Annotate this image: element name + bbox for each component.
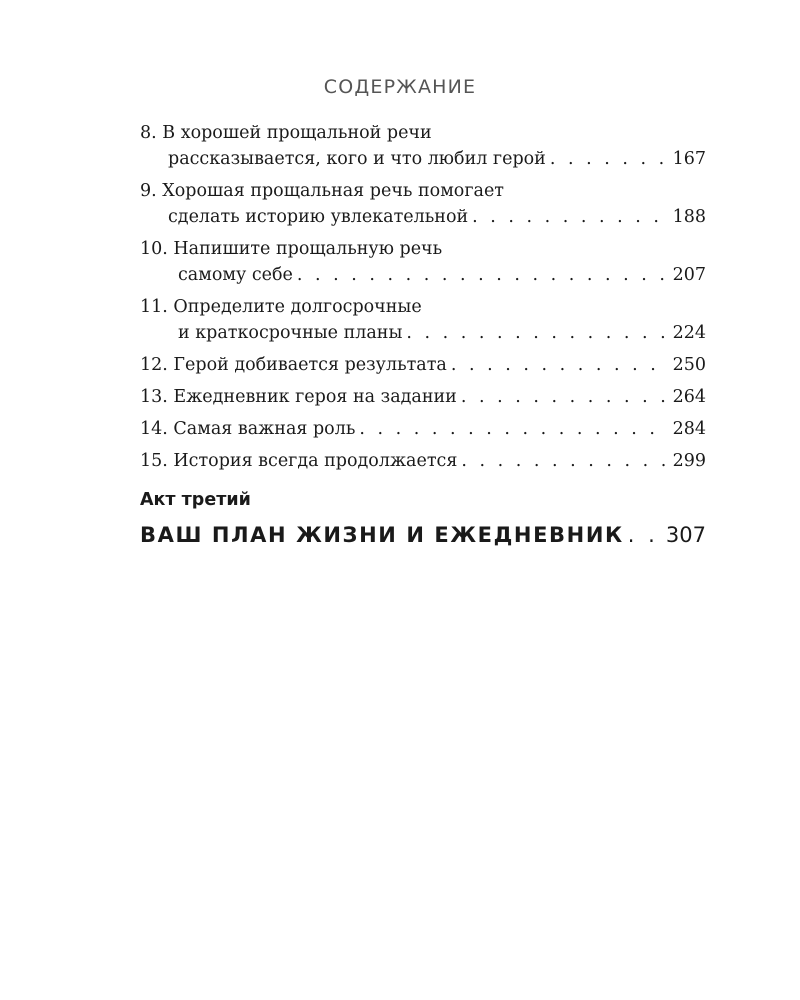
toc-entry-number: 8. [140, 123, 157, 143]
dot-leader [406, 320, 666, 346]
toc-entry-title [140, 120, 706, 146]
toc-entry-line1: История всегда продолжается [173, 451, 458, 471]
toc-entry-9[interactable] [140, 178, 706, 230]
toc-entry-line2: самому себе [178, 265, 293, 285]
toc-entry-line2: и краткосрочные планы [178, 323, 403, 343]
toc-entry-line1: Ежедневник героя на задании [173, 387, 457, 407]
toc-entry-number: 11. [140, 297, 168, 317]
toc-entry-page: 264 [672, 387, 706, 407]
toc-entry-title [140, 384, 457, 410]
toc-entry-title [140, 294, 706, 320]
toc-entry-number: 13. [140, 387, 168, 407]
toc-entry-title [140, 178, 706, 204]
toc-entry-page: 299 [672, 451, 706, 471]
toc-entry-page: 207 [672, 265, 706, 285]
toc-entry-number: 15. [140, 451, 168, 471]
toc-entry-page: 167 [672, 149, 706, 169]
toc-entry-line1: Хорошая прощальная речь помогает [162, 181, 504, 201]
toc-entry-title [140, 416, 355, 442]
toc-entry-line2: сделать историю увлекательной [168, 207, 469, 227]
act-page: 307 [665, 523, 706, 547]
toc-entry-page: 188 [672, 207, 706, 227]
act-section [140, 486, 706, 552]
toc-entry-8[interactable] [140, 120, 706, 172]
toc-entry-title [140, 448, 457, 474]
dot-leader [461, 448, 666, 474]
dot-leader [550, 146, 667, 172]
toc-entry-14[interactable] [140, 416, 706, 442]
toc-entry-number: 9. [140, 181, 157, 201]
toc-entry-11[interactable] [140, 294, 706, 346]
toc-entry-line1: Герой добивается результата [173, 355, 447, 375]
toc-entry-number: 10. [140, 239, 168, 259]
dot-leader [297, 262, 667, 288]
dot-leader [472, 204, 666, 230]
act-label: Акт третий [140, 490, 251, 510]
toc-entry-title [140, 352, 447, 378]
toc-entry-number: 14. [140, 419, 168, 439]
toc-entry-page: 250 [672, 355, 706, 375]
toc-entry-15[interactable] [140, 448, 706, 474]
table-of-contents [140, 120, 706, 480]
act-title-entry[interactable] [140, 518, 706, 552]
toc-entry-12[interactable] [140, 352, 706, 378]
toc-entry-title [140, 236, 706, 262]
toc-entry-13[interactable] [140, 384, 706, 410]
toc-entry-10[interactable] [140, 236, 706, 288]
toc-entry-line2: рассказывается, кого и что любил герой [168, 149, 546, 169]
toc-entry-page: 284 [672, 419, 706, 439]
toc-entry-line1: В хорошей прощальной речи [162, 123, 432, 143]
page-title: СОДЕРЖАНИЕ [323, 76, 477, 98]
dot-leader [451, 352, 667, 378]
toc-entry-line1: Самая важная роль [173, 419, 356, 439]
act-title: ВАШ ПЛАН ЖИЗНИ И ЕЖЕДНЕВНИК [140, 523, 624, 547]
dot-leader [461, 384, 667, 410]
toc-entry-page: 224 [672, 323, 706, 343]
dot-leader [359, 416, 666, 442]
toc-entry-line1: Напишите прощальную речь [173, 239, 443, 259]
dot-leader [628, 518, 660, 552]
toc-entry-number: 12. [140, 355, 168, 375]
toc-entry-line1: Определите долгосрочные [173, 297, 422, 317]
